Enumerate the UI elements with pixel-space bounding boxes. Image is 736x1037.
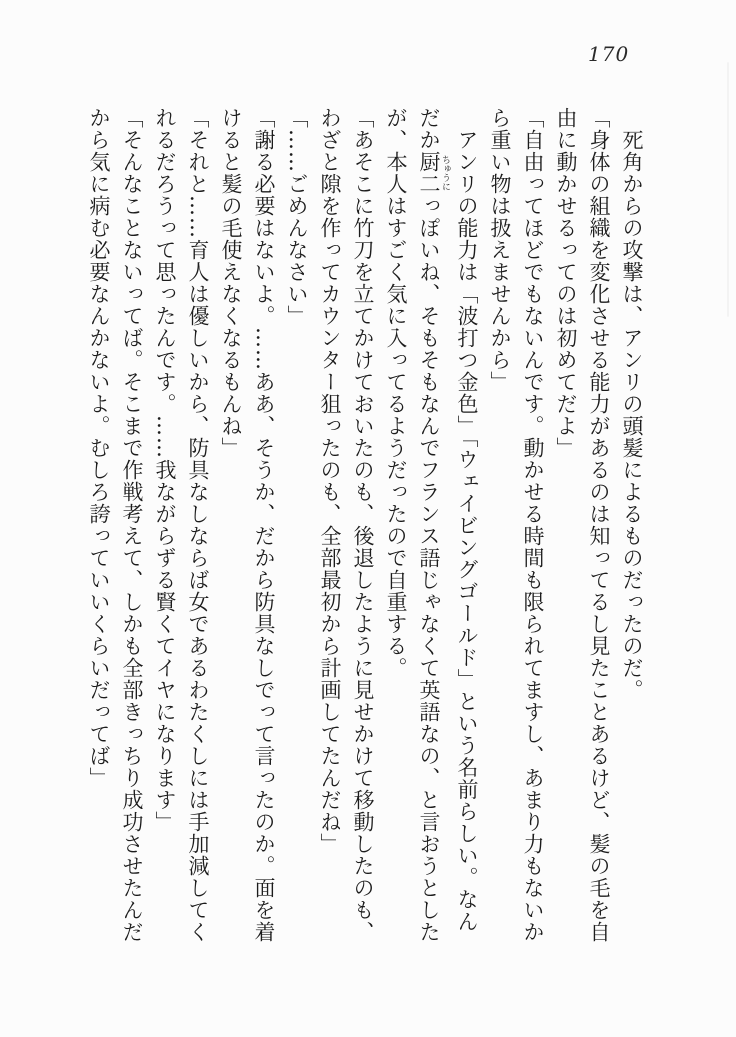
- text-line: 「そんなことないってば。そこまで作戦考えて、しかも全部きっちり成功させたんだ: [120, 107, 144, 943]
- ruby-base: 厨二: [417, 151, 441, 195]
- text-line: 「あそこに竹刀を立てかけておいたのも、後退したように見せかけて移動したのも、: [351, 107, 375, 943]
- text-line: 「……ごめんなさい」: [285, 107, 309, 327]
- ruby-text: ちゅうに: [440, 151, 450, 195]
- page-number: 170: [588, 42, 630, 66]
- text-line-with-furigana: [412, 107, 450, 943]
- text-line: ら重い物は扱えませんから」: [488, 107, 512, 393]
- text-line: から気に病む必要なんかないよ。むしろ誇っていいくらいだってば」: [87, 107, 111, 789]
- text-line: わざと隙を作ってカウンター狙ったのも、全部最初から計画してたんだね」: [318, 107, 342, 855]
- text-line: けると髪の毛使えなくなるもんね」: [219, 107, 243, 459]
- text-segment: っぽいね、そもそもなんでフランス語じゃなくて英語なの、と言おうとした: [417, 195, 441, 943]
- text-segment: だか: [417, 107, 441, 151]
- text-line: 「それと……育人は優しいから、防具なしならば女であるわたくしには手加減してく: [186, 107, 210, 943]
- scan-artifact: [727, 62, 729, 317]
- furigana-ruby: [417, 151, 450, 195]
- text-line: 死角からの攻撃は、アンリの頭髪によるものだったのだ。: [620, 129, 644, 701]
- text-line: 「自由ってほどでもないんです。動かせる時間も限られてますし、あまり力もないか: [521, 107, 545, 943]
- page-text: [82, 107, 648, 943]
- text-line: 「身体の組織を変化させる能力があるのは知ってるし見たことあるけど、髪の毛を自: [587, 107, 611, 943]
- text-line: アンリの能力は「波打つ金色」「ウェイビングゴールド」という名前らしい。なん: [455, 129, 479, 933]
- text-line: 「謝る必要はないよ。……ああ、そうか、だから防具なしでって言ったのか。面を着: [252, 107, 276, 943]
- text-line: れるだろうって思ったんです。……我ながらずる賢くてイヤになります」: [153, 107, 177, 833]
- text-line: が、本人はすごく気に入ってるようだったので自重する。: [384, 107, 408, 679]
- text-line: 由に動かせるってのは初めてだよ」: [554, 107, 578, 459]
